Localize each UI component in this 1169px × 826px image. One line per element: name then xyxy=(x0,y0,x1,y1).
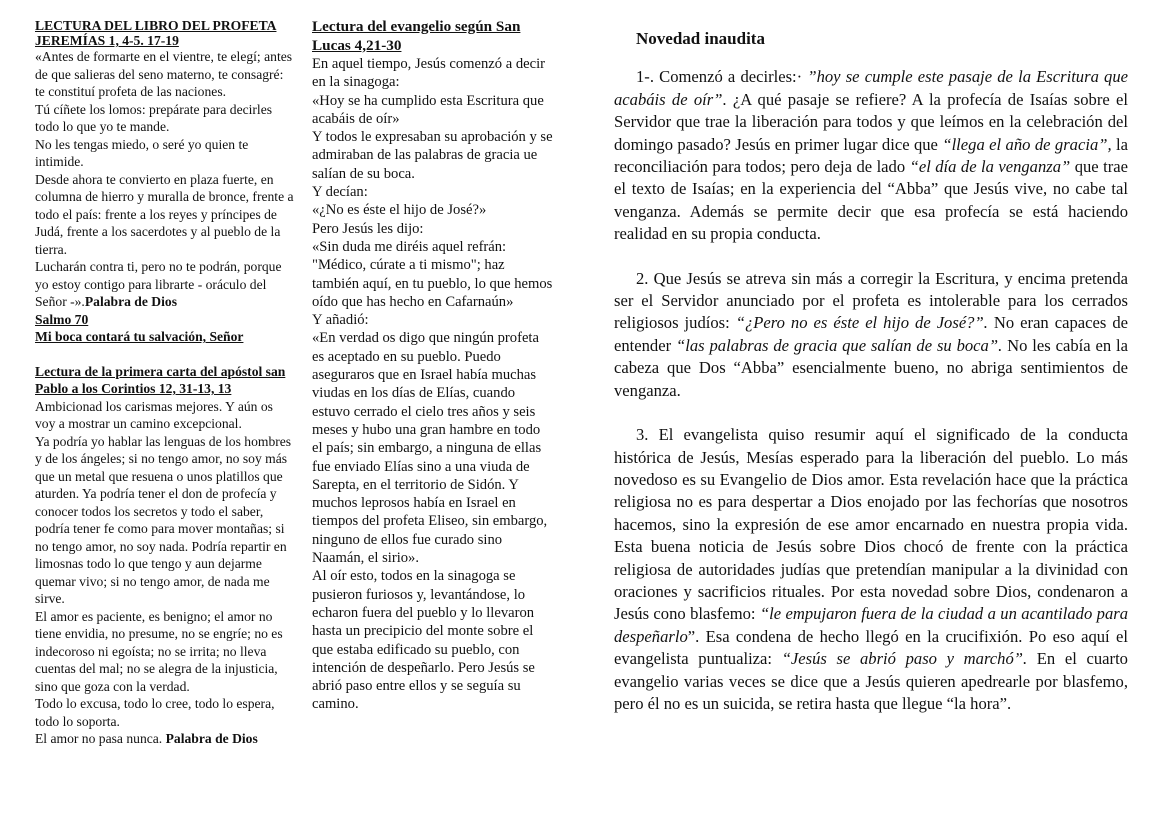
commentary-title: Novedad inaudita xyxy=(636,29,765,48)
reading1-line: Tú cíñete los lomos: prepárate para decirles todo lo que yo te mande. xyxy=(35,101,273,134)
reading1-end: Palabra de Dios xyxy=(84,294,177,309)
reading1-body xyxy=(35,48,295,311)
gospel-column xyxy=(312,18,554,714)
commentary-paragraph-3: 3. El evangelista quiso resumir aquí el significado de la conducta histórica de Jesús, Mesías esperado para la liberación del pueblo. Lo más novedoso es su Evangelio de Dios amor. Esta revelación hace que la práctica religiosa no es para despertar a Dios enojado por las fechorías que nosotros hacemos, sino la expresión de ese amor encarnado en nuestra propia vida. Esta buena noticia de Jesús sobre Dios chocó de frente con la práctica religiosa de autoridades judías que pretendían manipular a la divinidad con oraciones y sacrificios rituales. Por esta novedad sobre Dios, condenaron a Jesús cono blasfemo: “le empujaron fuera de la ciudad a un acantilado para despeñarlo”. Esa condena de hecho llegó en la crucifixión. Po eso aquí el evangelista puntualiza: “Jesús se abrió paso y marchó”. En el cuarto evangelio varias veces se dice que a Jesús quieren apedrearle por blasfemo, pero él no es un suicida, se retira hasta que llegue “la hora”. xyxy=(614,425,1128,713)
reading2-line: El amor no pasa nunca. Palabra de Dios xyxy=(35,731,258,746)
gospel-line: «Hoy se ha cumplido esta Escritura que acabáis de oír» xyxy=(312,92,544,127)
gospel-line: «¿No es éste el hijo de José?» xyxy=(312,202,487,219)
commentary-paragraph-1: 1-. Comenzó a decirles:· ”hoy se cumple este pasaje de la Escritura que acabáis de oír”. ¿A qué pasaje se refiere? A la profecía de Isaías sobre el Servidor que trae la liberación para todos y que leímos en la celebración del domingo pasado? Jesús en primer lugar dice que “llega el año de gracia”, la reconciliación para todos; pero deja de lado “el día de la venganza” que trae el texto de Isaías; en la experiencia del “Abba” que Jesús vive, no cabe tal venganza. Además se permite decir que esa profecía se está haciendo realidad en su propia conducta. xyxy=(614,67,1129,244)
gospel-line: «En verdad os digo que ningún profeta es aceptado en su pueblo. Puedo aseguraros que en Israel había muchas viudas en los días de Elías, cuando estuvo cerrado el cielo tres años y seis meses y hubo una gran hambre en todo el país; sin embargo, a ninguna de ellas fue enviado Elías sino a una viuda de Sarepta, en el territorio de Sidón. Y muchos leprosos había en Israel en tiempos del profeta Eliseo, sin embargo, ninguno de ellos fue curado sino Naamán, el sirio». xyxy=(312,330,548,567)
gospel-line: Pero Jesús les dijo: xyxy=(312,220,424,237)
gospel-line: Y decían: xyxy=(312,184,368,201)
gospel-title: Lectura del evangelio según San Lucas 4,21-30 xyxy=(312,18,521,54)
psalm-title: Salmo 70 xyxy=(35,311,89,327)
gospel-body xyxy=(312,55,554,714)
commentary-column xyxy=(614,18,1128,715)
reading1-title: LECTURA DEL LIBRO DEL PROFETA JEREMÍAS 1, 4-5. 17-19 xyxy=(35,18,277,48)
reading1-line: Desde ahora te convierto en plaza fuerte, en columna de hierro y muralla de bronce, frente a todo el país: frente a los reyes y príncipes de Judá, frente a los sacerdotes y al pueblo de la tierra. xyxy=(35,171,294,257)
gospel-line: Y añadió: xyxy=(312,312,369,329)
reading2-line: Ya podría yo hablar las lenguas de los hombres y de los ángeles; si no tengo amor, no soy más que un metal que resuena o unos platillos que aturden. Ya podría tener el don de profecía y conocer todos los secretos y todo el saber, podría tener fe como para mover montañas; si no tengo amor, no soy nada. Podría repartir en limosnas todo lo que tengo y aun dejarme quemar vivo; si no tengo amor, de nada me sirve. xyxy=(35,433,292,606)
reading2-line: El amor es paciente, es benigno; el amor no tiene envidia, no presume, no se engríe; no es indecoroso ni egoísta; no se irrita; no lleva cuentas del mal; no se alegra de la injusticia, sino que goza con la verdad. xyxy=(35,608,283,694)
psalm-response: Mi boca contará tu salvación, Señor xyxy=(35,329,244,344)
gospel-line: «Sin duda me diréis aquel refrán: "Médico, cúrate a ti mismo"; haz también aquí, en tu pueblo, lo que hemos oído que has hecho en Cafarnaún» xyxy=(312,238,553,310)
reading2-title: Lectura de la primera carta del apóstol san Pablo a los Corintios 12, 31-13, 13 xyxy=(35,363,286,396)
gospel-line: Y todos le expresaban su aprobación y se admiraban de las palabras de gracia ue salían de su boca. xyxy=(312,129,553,182)
commentary-paragraph-2: 2. Que Jesús se atreva sin más a corregir la Escritura, y encima pretenda ser el Servidor anunciado por el profeta es intolerable para los cerrados religiosos judíos: “¿Pero no es éste el hijo de José?”. No eran capaces de entender “las palabras de gracia que salían de su boca”. No les cabía en la cabeza que Dos “Abba” esencialmente bueno, no abriga sentimientos de venganza. xyxy=(614,268,1128,400)
reading2-line: Ambicionad los carismas mejores. Y aún os voy a mostrar un camino excepcional. xyxy=(35,398,273,431)
reading2-end: Palabra de Dios xyxy=(165,731,258,746)
reading2-line: Todo lo excusa, todo lo cree, todo lo espera, todo lo soporta. xyxy=(35,696,275,729)
readings-column xyxy=(35,18,295,748)
reading1-line: No les tengas miedo, o seré yo quien te intimide. xyxy=(35,136,249,169)
reading1-line: Lucharán contra ti, pero no te podrán, porque yo estoy contigo para librarte - oráculo del Señor -».Palabra de Dios xyxy=(35,259,282,309)
gospel-line: Al oír esto, todos en la sinagoga se pusieron furiosos y, levantándose, lo echaron fuera del pueblo y lo llevaron hasta un precipicio del monte sobre el que estaba edificado su pueblo, con intención de despeñarlo. Pero Jesús se abrió paso entre ellos y se seguía su camino. xyxy=(312,568,535,713)
gospel-line: En aquel tiempo, Jesús comenzó a decir en la sinagoga: xyxy=(312,56,546,91)
reading1-line: «Antes de formarte en el vientre, te elegí; antes de que salieras del seno materno, te consagré: te constituí profeta de las naciones. xyxy=(35,49,293,99)
reading2-body xyxy=(35,398,295,748)
